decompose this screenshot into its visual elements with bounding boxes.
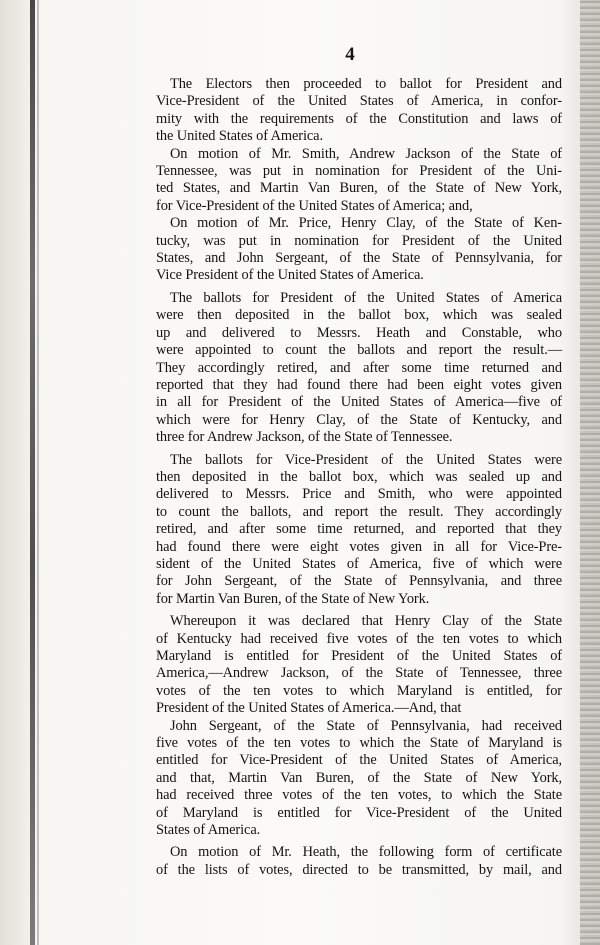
text-line: which were for Henry Clay, of the State of Kentucky, and <box>156 411 562 428</box>
text-line: sident of the United States of America, five of which were <box>156 555 562 572</box>
body-text <box>156 76 562 879</box>
text-line: up and delivered to Messrs. Heath and Constable, who <box>156 324 562 341</box>
text-line: were appointed to count the ballots and report the result.— <box>156 342 562 359</box>
text-line: then deposited in the ballot box, which was sealed up and <box>156 468 562 485</box>
text-line: tucky, was put in nomination for President of the United <box>156 232 562 249</box>
paragraph <box>156 613 562 717</box>
text-line: for Vice-President of the United States of America; and, <box>156 197 473 214</box>
text-line: Whereupon it was declared that Henry Clay of the State <box>170 613 562 630</box>
text-line: The Electors then proceeded to ballot for President and <box>170 76 562 92</box>
text-line: and that, Martin Van Buren, of the State of New York, <box>156 769 562 786</box>
text-line: reported that they had found there had been eight votes given <box>156 376 562 393</box>
text-line: John Sergeant, of the State of Pennsylvania, had received <box>170 717 562 734</box>
text-line: of the lists of votes, directed to be transmitted, by mail, and <box>156 861 562 878</box>
paragraph <box>156 289 562 447</box>
text-line: in all for President of the United States of America—five of <box>156 394 562 411</box>
text-line: Vice-President of the United States of America, in confor- <box>156 93 562 110</box>
text-line: of Kentucky had received five votes of the ten votes to which <box>156 630 562 647</box>
text-line: the United States of America. <box>156 128 323 145</box>
text-line: for John Sergeant, of the State of Pennsylvania, and three <box>156 573 562 590</box>
text-line: five votes of the ten votes to which the State of Maryland is <box>156 735 562 752</box>
text-line: delivered to Messrs. Price and Smith, who were appointed <box>156 486 562 503</box>
text-line: States of America. <box>156 822 261 839</box>
text-line: had received three votes of the ten votes, to which the State <box>156 787 562 804</box>
text-line: three for Andrew Jackson, of the State of Tennessee. <box>156 429 453 446</box>
text-line: Vice President of the United States of America. <box>156 267 424 284</box>
text-line: had found there were eight votes given in all for Vice-Pre- <box>156 538 562 555</box>
text-line: The ballots for Vice-President of the United States were <box>170 451 562 468</box>
paragraph <box>156 215 562 285</box>
text-line: mity with the requirements of the Constitution and laws of <box>156 110 562 127</box>
paragraph <box>156 451 562 609</box>
page-number: 4 <box>345 44 355 65</box>
text-line: of Maryland is entitled for Vice-President of the United <box>156 804 562 821</box>
paragraph <box>156 717 562 840</box>
paragraph <box>156 844 562 879</box>
page-edge-texture <box>580 0 600 945</box>
text-line: for Martin Van Buren, of the State of New York. <box>156 590 430 607</box>
text-line: America,—Andrew Jackson, of the State of Tennessee, three <box>156 665 562 682</box>
text-line: to count the ballots, and report the result. They accordingly <box>156 503 562 520</box>
text-line: entitled for Vice-President of the United States of America, <box>156 752 562 769</box>
binding-shadow <box>37 0 39 945</box>
text-line: retired, and after some time returned, and reported that they <box>156 521 562 538</box>
binding-edge <box>30 0 35 945</box>
text-line: ted States, and Martin Van Buren, of the State of New York, <box>156 180 562 197</box>
text-line: votes of the ten votes to which Maryland is entitled, for <box>156 682 562 699</box>
paragraph <box>156 145 562 216</box>
text-line: were then deposited in the ballot box, which was sealed <box>156 307 562 324</box>
text-line: President of the United States of America.—And, that <box>156 700 462 717</box>
text-line: Maryland is entitled for President of the United States of <box>156 648 562 664</box>
text-line: They accordingly retired, and after some time returned and <box>156 359 562 376</box>
text-line: States, and John Sergeant, of the State of Pennsylvania, for <box>156 250 562 267</box>
text-line: The ballots for President of the United States of America <box>170 289 562 306</box>
text-line: Tennessee, was put in nomination for President of the Uni- <box>156 163 562 180</box>
text-line: On motion of Mr. Heath, the following form of certificate <box>170 844 562 861</box>
text-line: On motion of Mr. Price, Henry Clay, of the State of Ken- <box>170 215 562 232</box>
text-line: On motion of Mr. Smith, Andrew Jackson of the State of <box>170 145 562 162</box>
paragraph <box>156 76 562 146</box>
